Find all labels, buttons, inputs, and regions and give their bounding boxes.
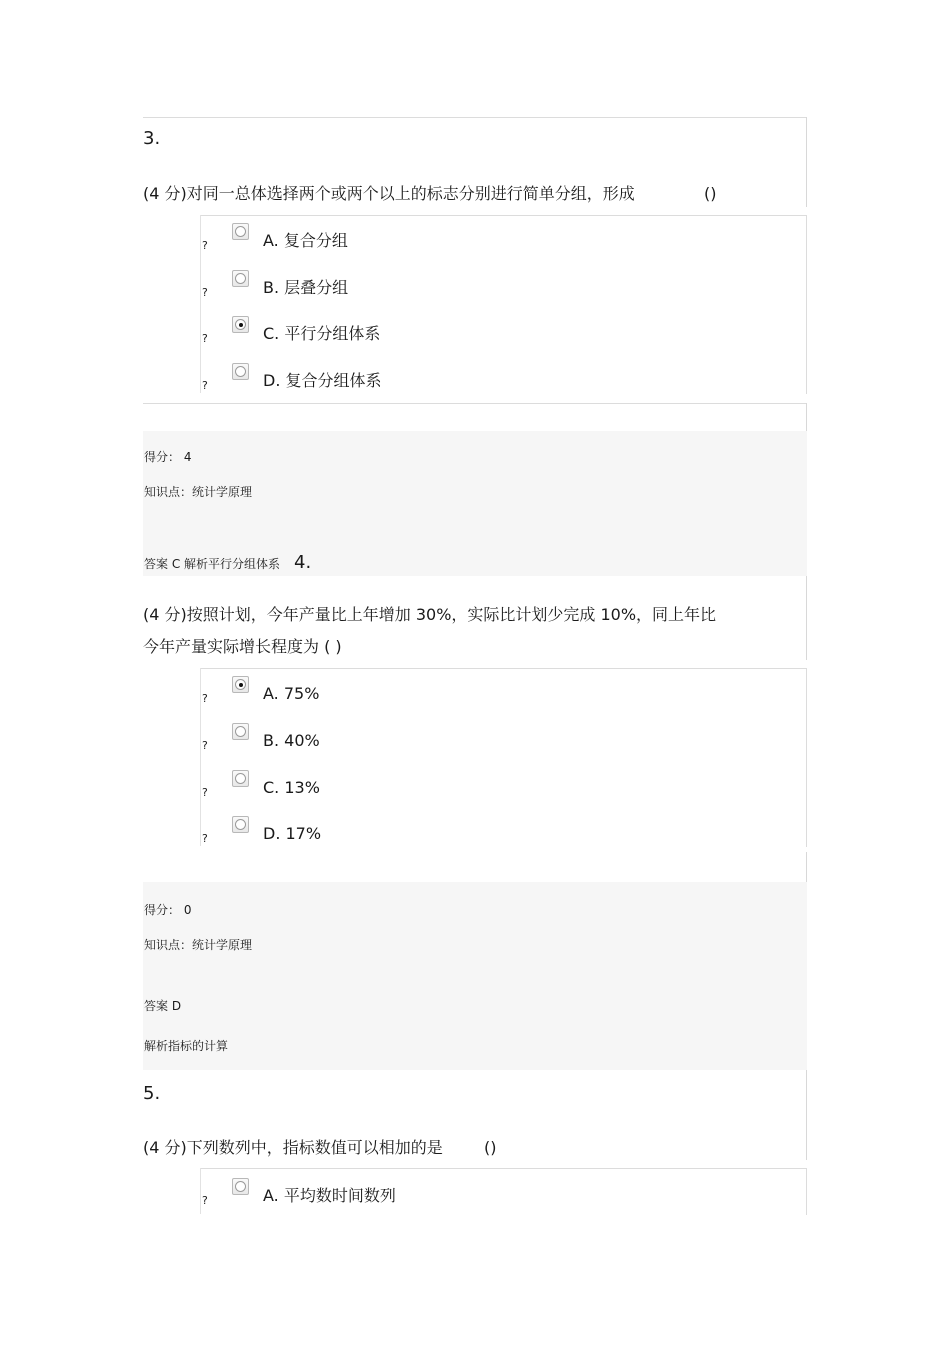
radio-button[interactable] xyxy=(232,1178,249,1195)
question-5-number: 5. xyxy=(143,1083,161,1104)
question-4-feedback-right-border xyxy=(806,852,807,882)
option-marker: ? xyxy=(202,1194,208,1207)
question-4-knowledge-point: 知识点：统计学原理 xyxy=(144,938,253,952)
question-4-number: 4. xyxy=(294,552,312,573)
option-marker: ? xyxy=(202,332,208,345)
question-3-answer xyxy=(144,552,311,573)
option-label: C. 平行分组体系 xyxy=(263,324,381,343)
option-label: B. 40% xyxy=(263,731,320,750)
option-marker: ? xyxy=(202,832,208,845)
question-3-right-border xyxy=(806,117,807,207)
question-3-top-border xyxy=(143,117,807,118)
option-label: A. 平均数时间数列 xyxy=(263,1186,396,1205)
question-4-options-left-border xyxy=(200,668,201,846)
option-marker: ? xyxy=(202,739,208,752)
question-4-feedback-panel xyxy=(143,882,807,1070)
radio-button[interactable] xyxy=(232,223,249,240)
radio-button-selected[interactable] xyxy=(232,676,249,693)
option-label: A. 75% xyxy=(263,684,320,703)
option-label: B. 层叠分组 xyxy=(263,278,349,297)
option-marker: ? xyxy=(202,239,208,252)
question-3-stem xyxy=(143,178,635,210)
question-4-stem-line-2: 今年产量实际增长程度为 ( ) xyxy=(143,637,342,656)
question-4-right-border xyxy=(806,576,807,660)
question-5-bracket: () xyxy=(484,1138,497,1157)
option-label: D. 复合分组体系 xyxy=(263,371,382,390)
radio-button[interactable] xyxy=(232,270,249,287)
radio-button-selected[interactable] xyxy=(232,316,249,333)
radio-button[interactable] xyxy=(232,363,249,380)
option-marker: ? xyxy=(202,692,208,705)
question-3-bracket: () xyxy=(704,184,717,203)
question-3-knowledge-point: 知识点：统计学原理 xyxy=(144,485,253,499)
question-4-score: 得分： 0 xyxy=(144,903,192,917)
question-3-feedback-top-border xyxy=(143,403,807,404)
question-3-score: 得分： 4 xyxy=(144,450,192,464)
question-3-number: 3. xyxy=(143,128,161,149)
option-label: C. 13% xyxy=(263,778,320,797)
option-label: D. 17% xyxy=(263,824,322,843)
radio-button[interactable] xyxy=(232,770,249,787)
option-marker: ? xyxy=(202,286,208,299)
question-4-stem-line-1: (4 分)按照计划，今年产量比上年增加 30%，实际比计划少完成 10%，同上年比 xyxy=(143,605,717,624)
question-3-options-left-border xyxy=(200,215,201,393)
radio-button[interactable] xyxy=(232,816,249,833)
option-marker: ? xyxy=(202,379,208,392)
radio-button[interactable] xyxy=(232,723,249,740)
question-3-stem-text: (4 分)对同一总体选择两个或两个以上的标志分别进行简单分组，形成 xyxy=(143,184,635,203)
question-3-answer-text: 答案 C 解析平行分组体系 xyxy=(144,557,281,571)
question-3-feedback-right-border xyxy=(806,403,807,431)
option-marker: ? xyxy=(202,786,208,799)
question-4-analysis: 解析指标的计算 xyxy=(144,1039,229,1053)
option-label: A. 复合分组 xyxy=(263,231,348,250)
question-5-options-left-border xyxy=(200,1168,201,1214)
question-4-answer: 答案 D xyxy=(144,999,182,1013)
question-5-right-border xyxy=(806,1070,807,1160)
question-5-stem: (4 分)下列数列中，指标数值可以相加的是 xyxy=(143,1138,443,1157)
